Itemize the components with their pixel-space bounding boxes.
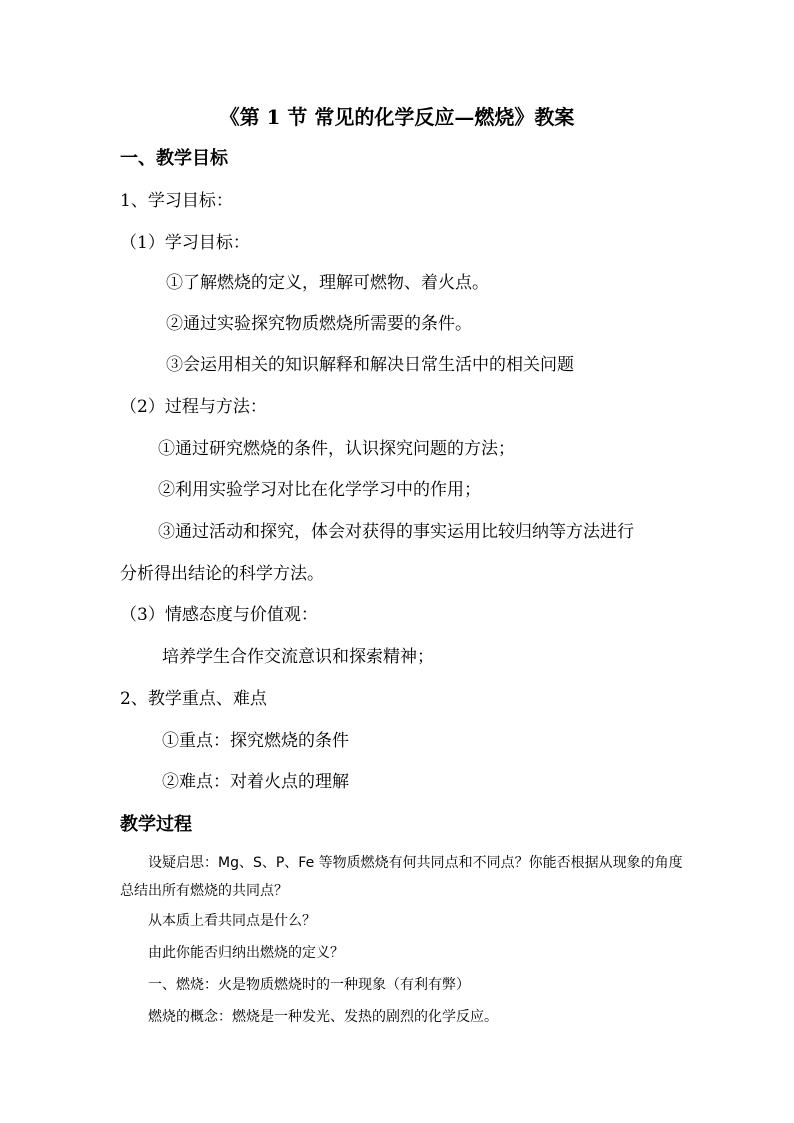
section-heading-teaching-goals: 一、教学目标 [120, 148, 228, 169]
process-line: 一、燃烧：火是物质燃烧时的一种现象（有利有弊） [148, 977, 470, 993]
goals-1-item: ②通过实验探究物质燃烧所需要的条件。 [166, 314, 472, 334]
document-title: 《第 1 节 常见的化学反应—燃烧》教案 [219, 105, 575, 129]
key-points-heading: 2、教学重点、难点 [120, 689, 267, 709]
goals-2-item: ②利用实验学习对比在化学学习中的作用； [158, 480, 481, 500]
process-line: 由此你能否归纳出燃烧的定义？ [148, 945, 344, 961]
process-heading: 教学过程 [120, 814, 192, 835]
goals-2-item-continuation: 分析得出结论的科学方法。 [120, 564, 324, 584]
goals-2-item: ①通过研究燃烧的条件，认识探究问题的方法； [158, 439, 515, 459]
key-point-item: ②难点：对着火点的理解 [162, 772, 349, 792]
key-point-item: ①重点：探究燃烧的条件 [162, 731, 349, 751]
process-line: 设疑启思：Mg、S、P、Fe 等物质燃烧有何共同点和不同点？你能否根据从现象的角度 [148, 855, 683, 871]
process-line: 总结出所有燃烧的共同点？ [120, 883, 288, 899]
goals-1-item: ③会运用相关的知识解释和解决日常生活中的相关问题 [166, 355, 574, 375]
goals-2-heading: （2）过程与方法： [120, 397, 267, 417]
learning-goals-heading: 1、学习目标： [120, 191, 233, 211]
goals-2-item: ③通过活动和探究，体会对获得的事实运用比较归纳等方法进行 [158, 522, 634, 542]
process-line: 从本质上看共同点是什么？ [148, 913, 316, 929]
goals-3-item: 培养学生合作交流意识和探索精神； [162, 647, 434, 667]
goals-3-heading: （3）情感态度与价值观： [120, 605, 318, 625]
goals-1-item: ①了解燃烧的定义，理解可燃物、着火点。 [166, 273, 489, 293]
process-line: 燃烧的概念：燃烧是一种发光、发热的剧烈的化学反应。 [148, 1009, 498, 1025]
goals-1-heading: （1）学习目标： [120, 233, 250, 253]
